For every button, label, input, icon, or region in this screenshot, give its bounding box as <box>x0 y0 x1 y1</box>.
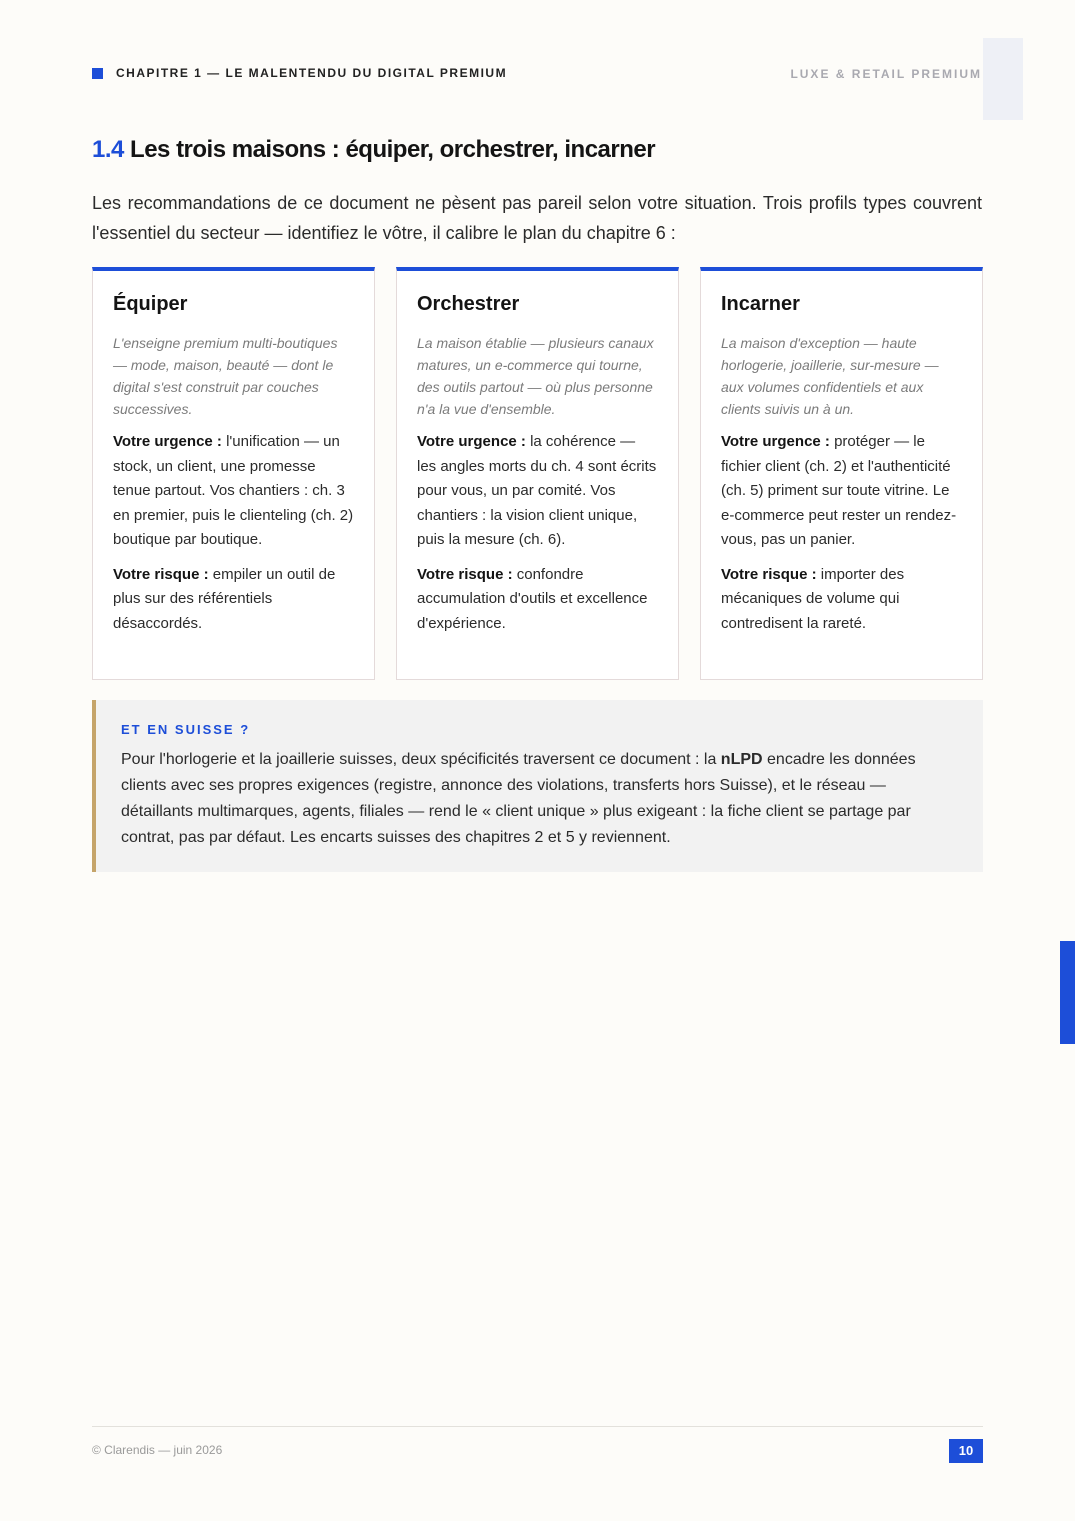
chapter-title: CHAPITRE 1 — LE MALENTENDU DU DIGITAL PREMIUM <box>116 66 508 80</box>
profile-cards <box>92 267 983 680</box>
section-title-text: Les trois maisons : équiper, orchestrer, incarner <box>123 136 656 163</box>
footer-divider <box>92 1426 983 1427</box>
card-urgency <box>113 430 354 553</box>
page-header <box>92 66 982 82</box>
risk-label: Votre risque : <box>113 565 209 583</box>
chapter-side-tab <box>1060 941 1075 1044</box>
card-risk <box>721 563 962 637</box>
risk-text: empiler un outil de plus sur des référentiels désaccordés. <box>113 565 336 632</box>
card-urgency <box>721 430 962 553</box>
section-title <box>92 136 655 164</box>
intro-paragraph: Les recommandations de ce document ne pèsent pas pareil selon votre situation. Trois profils types couvrent l'essentiel du secteur — identifiez le vôtre, il calibre le plan du chapitre 6 : <box>92 193 982 243</box>
card-description: La maison d'exception — haute horlogerie, joaillerie, sur-mesure — aux volumes confidentiels et aux clients suivis un à un. <box>721 335 939 417</box>
risk-label: Votre risque : <box>417 565 513 583</box>
urgency-text: la cohérence — les angles morts du ch. 4 sont écrits pour vous, un par comité. Vos chantiers : la vision client unique, puis la mesure (ch. 6). <box>417 433 657 548</box>
urgency-text: l'unification — un stock, un client, une promesse tenue partout. Vos chantiers : ch. 3 en premier, puis le clienteling (ch. 2) boutique par boutique. <box>113 433 354 548</box>
urgency-label: Votre urgence : <box>721 433 830 450</box>
callout-text-before: Pour l'horlogerie et la joaillerie suisses, deux spécificités traversent ce document : la <box>121 751 721 768</box>
chapter-marker-icon <box>92 68 103 79</box>
profile-card-orchestrer <box>396 267 679 680</box>
risk-text: importer des mécaniques de volume qui contredisent la rareté. <box>721 565 905 632</box>
card-title: Incarner <box>721 293 800 315</box>
swiss-callout <box>92 700 983 872</box>
footer-copyright: © Clarendis — juin 2026 <box>92 1443 223 1457</box>
urgency-label: Votre urgence : <box>417 433 526 450</box>
profile-card-equiper <box>92 267 375 680</box>
urgency-text: protéger — le fichier client (ch. 2) et l'authenticité (ch. 5) priment sur toute vitrine. Le e-commerce peut rester un rendez-vous, pas un panier. <box>721 433 957 548</box>
risk-text: confondre accumulation d'outils et excellence d'expérience. <box>417 565 648 632</box>
card-risk <box>417 563 658 637</box>
profile-card-incarner <box>700 267 983 680</box>
callout-text <box>121 747 955 851</box>
section-number: 1.4 <box>92 136 124 163</box>
card-description: L'enseigne premium multi-boutiques — mode, maison, beauté — dont le digital s'est construit par couches successives. <box>113 335 338 417</box>
chapter-number-decoration <box>983 38 1023 120</box>
callout-text-after: encadre les données clients avec ses propres exigences (registre, annonce des violations, transferts hors Suisse), et le réseau — détaillants multimarques, agents, filiales — rend le « client unique » plus exigeant : la fiche client se partage par contrat, pas par défaut. Les encarts suisses des chapitres 2 et 5 y reviennent. <box>121 751 916 846</box>
callout-text-bold: nLPD <box>720 751 763 768</box>
card-urgency <box>417 430 658 553</box>
document-category: LUXE & RETAIL PREMIUM <box>790 67 982 81</box>
card-risk <box>113 563 354 637</box>
page-number: 10 <box>949 1439 983 1463</box>
card-title: Orchestrer <box>417 293 520 315</box>
risk-label: Votre risque : <box>721 565 817 583</box>
card-description: La maison établie — plusieurs canaux matures, un e-commerce qui tourne, des outils partout — où plus personne n'a la vue d'ensemble. <box>417 335 654 417</box>
card-title: Équiper <box>113 293 188 315</box>
urgency-label: Votre urgence : <box>113 433 222 450</box>
callout-title: ET EN SUISSE ? <box>121 722 251 737</box>
